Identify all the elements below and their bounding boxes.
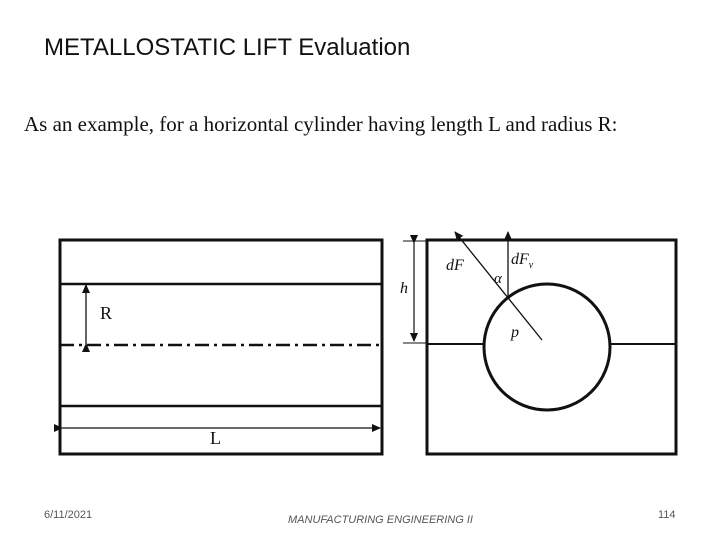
- height-label: h: [400, 280, 408, 297]
- cross-section-view: [400, 232, 676, 454]
- cross-section-frame: [427, 240, 676, 454]
- vertical-force-subscript: v: [528, 260, 534, 271]
- footer-course: MANUFACTURING ENGINEERING II: [288, 514, 473, 526]
- force-label: dF: [446, 257, 464, 274]
- footer-date: 6/11/2021: [44, 509, 93, 521]
- slide-title: METALLOSTATIC LIFT Evaluation: [44, 34, 411, 61]
- radius-label: R: [100, 303, 113, 323]
- vertical-force-text: dF: [511, 251, 529, 268]
- length-label: L: [210, 428, 221, 448]
- angle-label: α: [494, 271, 502, 287]
- slide-subtitle: As an example, for a horizontal cylinder having length L and radius R:: [24, 112, 618, 136]
- side-view: [60, 240, 382, 454]
- cylinder-cross-section: [484, 284, 610, 410]
- footer-page-number: 114: [658, 509, 676, 521]
- side-view-frame: [60, 240, 382, 454]
- vertical-force-label: [511, 251, 534, 271]
- pressure-label: p: [511, 324, 519, 341]
